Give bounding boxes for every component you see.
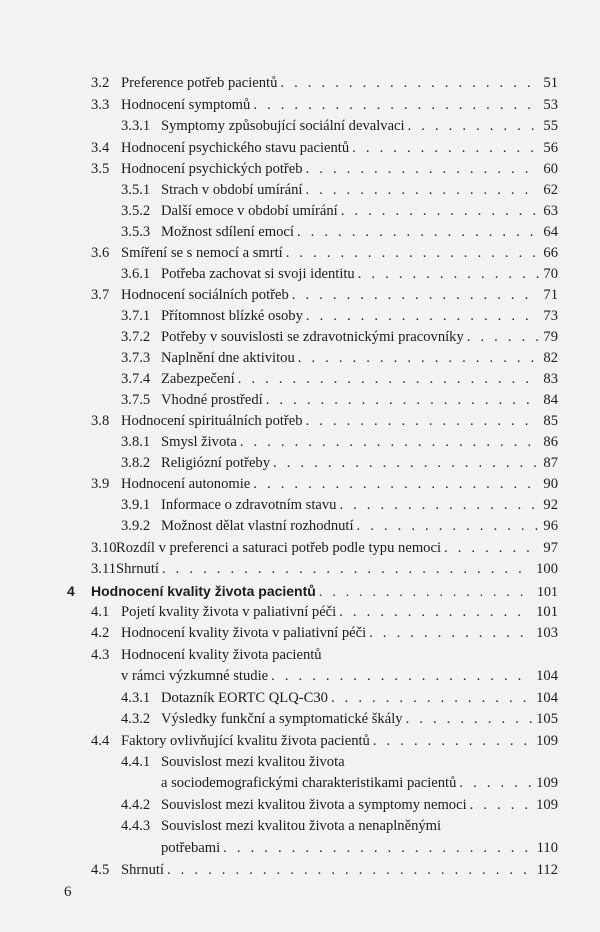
toc-entry <box>0 116 600 138</box>
dot-leader <box>444 538 539 558</box>
toc-entry <box>0 222 600 244</box>
entry-page-number: 70 <box>543 266 558 282</box>
entry-title: potřebami <box>161 840 221 856</box>
entry-page-number: 109 <box>536 775 558 791</box>
toc-entry <box>0 474 600 496</box>
dot-leader <box>459 773 532 793</box>
entry-number: 4.2 <box>91 625 110 641</box>
entry-title: Religiózní potřeby <box>161 455 271 471</box>
entry-title: Hodnocení psychického stavu pacientů <box>121 140 350 156</box>
entry-number: 3.8.1 <box>121 434 151 450</box>
dot-leader <box>273 453 539 473</box>
entry-number: 4.4.1 <box>121 754 151 770</box>
entry-number: 4 <box>67 583 75 599</box>
entry-page-number: 53 <box>543 97 558 113</box>
entry-title: Hodnocení kvality života pacientů <box>121 647 322 663</box>
entry-page-number: 60 <box>543 161 558 177</box>
entry-number: 3.7 <box>91 287 110 303</box>
entry-number: 3.7.4 <box>121 371 151 387</box>
toc-entry <box>0 559 600 581</box>
dot-leader <box>240 432 540 452</box>
toc-entry <box>0 731 600 753</box>
entry-number: 3.2 <box>91 75 110 91</box>
entry-title: Hodnocení symptomů <box>121 97 251 113</box>
toc-entry <box>0 138 600 160</box>
entry-title: Hodnocení sociálních potřeb <box>121 287 289 303</box>
toc-entry <box>0 860 600 882</box>
entry-title: Souvislost mezi kvalitou života a nenaplněnými <box>161 818 442 834</box>
entry-page-number: 64 <box>543 224 558 240</box>
entry-page-number: 83 <box>543 371 558 387</box>
entry-number: 3.5.3 <box>121 224 151 240</box>
toc-entry <box>0 201 600 223</box>
dot-leader <box>162 559 532 579</box>
dot-leader <box>406 709 533 729</box>
dot-leader <box>253 95 539 115</box>
entry-title: Informace o zdravotním stavu <box>161 497 337 513</box>
entry-page-number: 73 <box>543 308 558 324</box>
dot-leader <box>223 838 532 858</box>
entry-number: 4.4.2 <box>121 797 151 813</box>
toc-entry <box>0 453 600 475</box>
toc-entry <box>0 838 600 860</box>
entry-number: 3.7.3 <box>121 350 151 366</box>
entry-page-number: 101 <box>537 585 558 600</box>
toc-entry <box>0 95 600 117</box>
entry-page-number: 105 <box>536 711 558 727</box>
toc-entry <box>0 264 600 286</box>
toc-entry <box>0 645 600 667</box>
entry-number: 3.3.1 <box>121 118 151 134</box>
entry-number: 3.5.2 <box>121 203 151 219</box>
dot-leader <box>286 243 540 263</box>
entry-page-number: 109 <box>536 733 558 749</box>
entry-page-number: 96 <box>543 518 558 534</box>
entry-page-number: 92 <box>543 497 558 513</box>
entry-number: 4.1 <box>91 604 110 620</box>
page-number: 6 <box>64 884 72 900</box>
dot-leader <box>271 666 532 686</box>
dot-leader <box>467 327 540 347</box>
entry-page-number: 55 <box>543 118 558 134</box>
entry-number: 3.9 <box>91 476 110 492</box>
entry-page-number: 90 <box>543 476 558 492</box>
entry-number: 3.7.5 <box>121 392 151 408</box>
entry-number: 4.3 <box>91 647 110 663</box>
entry-title: Přítomnost blízké osoby <box>161 308 303 324</box>
dot-leader <box>306 411 540 431</box>
entry-title: Strach v období umírání <box>161 182 303 198</box>
dot-leader <box>266 390 540 410</box>
toc-entry <box>0 369 600 391</box>
toc-entry <box>0 666 600 688</box>
entry-number: 4.3.1 <box>121 690 151 706</box>
entry-title: Souvislost mezi kvalitou života <box>161 754 345 770</box>
entry-title: Preference potřeb pacientů <box>121 75 278 91</box>
toc-entry <box>0 602 600 624</box>
entry-page-number: 84 <box>543 392 558 408</box>
entry-page-number: 79 <box>543 329 558 345</box>
entry-number: 4.3.2 <box>121 711 151 727</box>
entry-title: Možnost sdílení emocí <box>161 224 294 240</box>
toc-entry <box>0 306 600 328</box>
dot-leader <box>167 860 533 880</box>
dot-leader <box>280 73 539 93</box>
entry-number: 3.8.2 <box>121 455 151 471</box>
entry-page-number: 104 <box>536 690 558 706</box>
dot-leader <box>297 222 539 242</box>
entry-title: Pojetí kvality života v paliativní péči <box>121 604 337 620</box>
entry-title: Shrnutí <box>116 561 159 577</box>
entry-page-number: 100 <box>536 561 558 577</box>
dot-leader <box>357 516 540 536</box>
dot-leader <box>339 495 539 515</box>
entry-title: Smysl života <box>161 434 237 450</box>
entry-title: Výsledky funkční a symptomatické škály <box>161 711 403 727</box>
toc-entry <box>0 285 600 307</box>
entry-page-number: 110 <box>536 840 558 856</box>
entry-page-number: 86 <box>543 434 558 450</box>
dot-leader <box>238 369 540 389</box>
toc-entry <box>0 538 600 560</box>
entry-page-number: 56 <box>543 140 558 156</box>
entry-number: 3.3 <box>91 97 110 113</box>
toc-entry <box>0 816 600 838</box>
entry-page-number: 66 <box>543 245 558 261</box>
dot-leader <box>292 285 540 305</box>
toc-entry <box>0 752 600 774</box>
dot-leader <box>305 180 539 200</box>
entry-title: Naplnění dne aktivitou <box>161 350 295 366</box>
entry-title: Dotazník EORTC QLQ-C30 <box>161 690 328 706</box>
entry-number: 3.11 <box>91 561 116 577</box>
entry-number: 3.8 <box>91 413 110 429</box>
entry-number: 4.4.3 <box>121 818 151 834</box>
dot-leader <box>331 688 532 708</box>
entry-title: Shrnutí <box>121 862 164 878</box>
entry-title: Rozdíl v preferenci a saturaci potřeb podle typu nemoci <box>116 540 441 556</box>
dot-leader <box>306 306 540 326</box>
toc-entry <box>0 623 600 645</box>
entry-title: Potřeby v souvislosti se zdravotnickými pracovníky <box>161 329 464 345</box>
dot-leader <box>253 474 539 494</box>
entry-page-number: 62 <box>543 182 558 198</box>
toc-entry <box>0 180 600 202</box>
entry-number: 3.7.1 <box>121 308 151 324</box>
entry-title: Hodnocení autonomie <box>121 476 251 492</box>
entry-page-number: 112 <box>536 862 558 878</box>
entry-number: 4.4 <box>91 733 110 749</box>
entry-page-number: 97 <box>543 540 558 556</box>
entry-title: Souvislost mezi kvalitou života a symptomy nemoci <box>161 797 467 813</box>
toc-entry <box>0 73 600 95</box>
toc-chapter-entry <box>0 581 600 603</box>
toc-entry <box>0 516 600 538</box>
toc-entry <box>0 243 600 265</box>
dot-leader <box>470 795 532 815</box>
dot-leader <box>369 623 532 643</box>
entry-title: Faktory ovlivňující kvalitu života pacientů <box>121 733 370 749</box>
toc-entry <box>0 688 600 710</box>
entry-title: a sociodemografickými charakteristikami pacientů <box>161 775 457 791</box>
entry-title: Symptomy způsobující sociální devalvaci <box>161 118 405 134</box>
entry-number: 3.6 <box>91 245 110 261</box>
entry-title: Hodnocení kvality života v paliativní péči <box>121 625 367 641</box>
toc-entry <box>0 432 600 454</box>
entry-number: 3.5.1 <box>121 182 151 198</box>
dot-leader <box>298 348 540 368</box>
entry-title: Vhodné prostředí <box>161 392 263 408</box>
entry-number: 3.9.1 <box>121 497 151 513</box>
entry-title: Potřeba zachovat si svoji identitu <box>161 266 355 282</box>
entry-page-number: 103 <box>536 625 558 641</box>
dot-leader <box>352 138 539 158</box>
entry-number: 3.5 <box>91 161 110 177</box>
entry-title: v rámci výzkumné studie <box>121 668 269 684</box>
toc-entry <box>0 495 600 517</box>
dot-leader <box>358 264 540 284</box>
entry-number: 3.10 <box>91 540 117 556</box>
entry-title: Smíření se s nemocí a smrtí <box>121 245 283 261</box>
dot-leader <box>339 602 532 622</box>
toc-entry <box>0 390 600 412</box>
toc-entry <box>0 795 600 817</box>
dot-leader <box>306 159 540 179</box>
entry-page-number: 51 <box>543 75 558 91</box>
entry-page-number: 109 <box>536 797 558 813</box>
entry-page-number: 85 <box>543 413 558 429</box>
toc-entry <box>0 411 600 433</box>
entry-title: Možnost dělat vlastní rozhodnutí <box>161 518 354 534</box>
entry-number: 3.7.2 <box>121 329 151 345</box>
entry-page-number: 82 <box>543 350 558 366</box>
entry-title: Hodnocení psychických potřeb <box>121 161 303 177</box>
toc-entry <box>0 159 600 181</box>
entry-page-number: 87 <box>543 455 558 471</box>
toc-entry <box>0 773 600 795</box>
entry-page-number: 101 <box>536 604 558 620</box>
toc-entry <box>0 348 600 370</box>
entry-number: 3.6.1 <box>121 266 151 282</box>
dot-leader <box>319 583 533 603</box>
entry-number: 3.9.2 <box>121 518 151 534</box>
entry-title: Další emoce v období umírání <box>161 203 338 219</box>
entry-page-number: 63 <box>543 203 558 219</box>
entry-number: 3.4 <box>91 140 110 156</box>
toc-entry <box>0 327 600 349</box>
entry-page-number: 71 <box>543 287 558 303</box>
dot-leader <box>408 116 540 136</box>
entry-title: Hodnocení spirituálních potřeb <box>121 413 303 429</box>
entry-number: 4.5 <box>91 862 110 878</box>
entry-title: Zabezpečení <box>161 371 235 387</box>
dot-leader <box>341 201 540 221</box>
entry-title: Hodnocení kvality života pacientů <box>91 583 316 599</box>
dot-leader <box>373 731 532 751</box>
entry-page-number: 104 <box>536 668 558 684</box>
toc-entry <box>0 709 600 731</box>
